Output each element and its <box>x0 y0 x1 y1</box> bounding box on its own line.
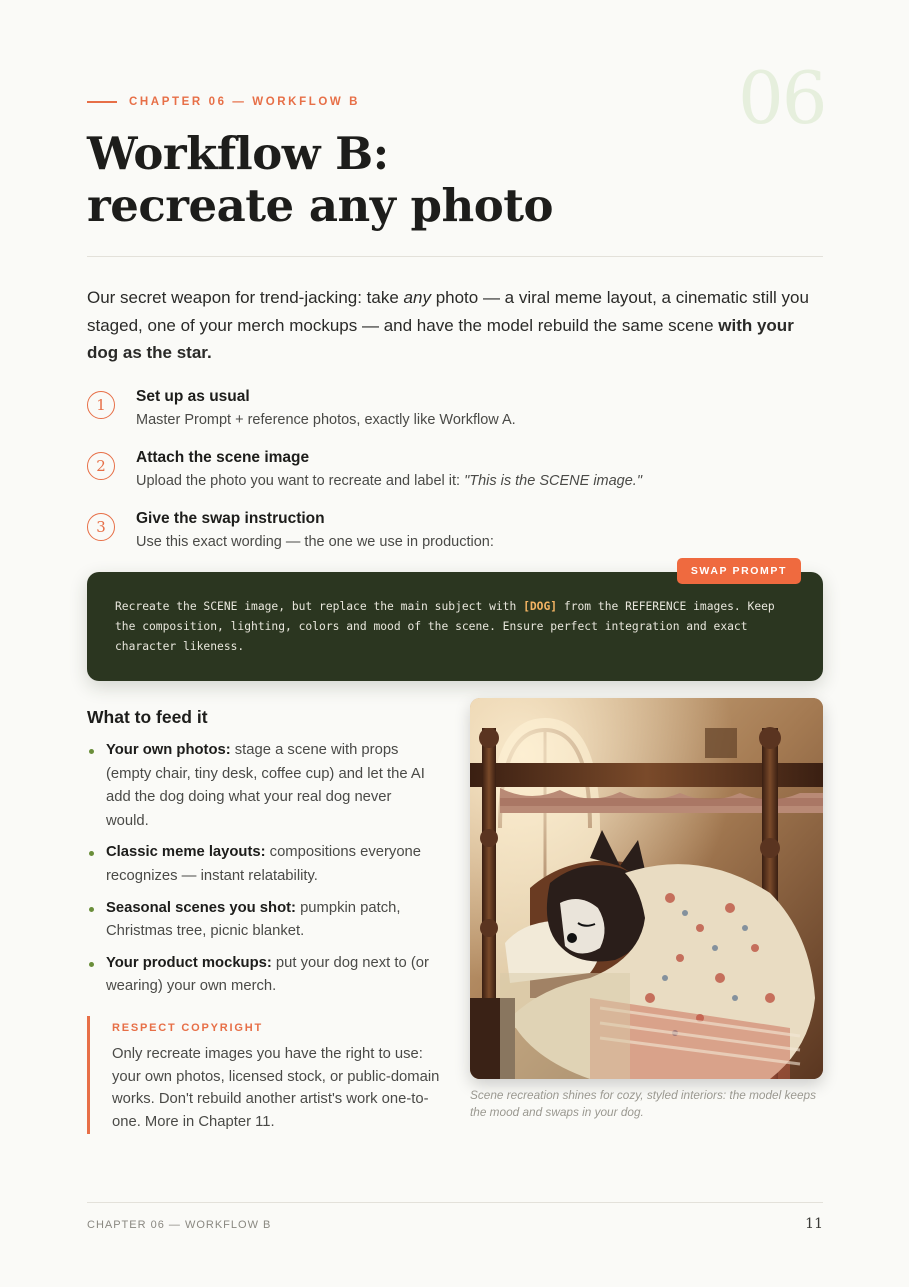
lead-emphasis: any <box>403 288 431 307</box>
item-text: pumpkin patch, Christmas tree, picnic blanket. <box>106 899 401 940</box>
item-label: Your product mockups: <box>106 954 272 971</box>
divider-bottom <box>87 1202 823 1203</box>
title-line-2: recreate any photo <box>87 179 554 232</box>
kicker-text: CHAPTER 06 — WORKFLOW B <box>129 96 361 108</box>
item-text: stage a scene with props (empty chair, tiny desk, coffee cup) and let the AI add the dog doing what your real dog never would. <box>106 742 425 829</box>
swap-prompt-text[interactable] <box>115 597 795 657</box>
prompt-before: Recreate the SCENE image, but replace the main subject with <box>115 600 524 613</box>
list-item <box>87 897 432 944</box>
figure-caption: Scene recreation shines for cozy, styled interiors: the model keeps the mood and swaps in your dog. <box>470 1088 816 1119</box>
swap-prompt-tag: SWAP PROMPT <box>677 558 801 584</box>
list-item <box>87 739 432 833</box>
callout-text: Only recreate images you have the right to use: your own photos, licensed stock, or public-domain works. Don't rebuild another artist's work one-to-one. More in Chapter 11. <box>112 1046 440 1130</box>
item-label: Classic meme layouts: <box>106 844 266 861</box>
step-1 <box>87 388 823 449</box>
lead-paragraph <box>87 284 823 367</box>
scene-photo <box>470 698 823 1079</box>
bullet-icon <box>89 851 94 856</box>
page-number: 11 <box>805 1216 823 1232</box>
item-label: Your own photos: <box>106 742 231 758</box>
chapter-kicker <box>87 96 360 108</box>
steps-list <box>87 388 823 571</box>
swap-prompt-box <box>87 565 823 681</box>
step-description-text: Upload the photo you want to recreate and label it: <box>136 473 465 489</box>
step-title: Attach the scene image <box>136 449 310 466</box>
item-text: compositions everyone recognizes — instant relatability. <box>106 844 422 884</box>
step-number-circle: 2 <box>87 452 115 480</box>
bullet-icon <box>89 962 94 967</box>
bullet-icon <box>89 749 94 754</box>
list-item <box>87 841 432 888</box>
feed-list <box>87 739 432 1007</box>
footer-chapter: CHAPTER 06 — WORKFLOW B <box>87 1219 272 1231</box>
step-title: Give the swap instruction <box>136 510 325 527</box>
list-item <box>87 952 432 999</box>
step-description: Use this exact wording — the one we use in production: <box>136 534 494 550</box>
feed-section-title: What to feed it <box>87 707 208 727</box>
prompt-after: from the REFERENCE images. Keep the composition, lighting, colors and mood of the scene. Ensure perfect integration and exact character likeness. <box>115 600 775 653</box>
lead-part-2: photo — a viral meme layout, a cinematic still you staged, one of your merch mockups — and have the model rebuild the same scene <box>87 288 809 335</box>
copyright-callout <box>87 1016 440 1134</box>
lead-part-1: Our secret weapon for trend-jacking: take <box>87 288 404 307</box>
item-text: put your dog next to (or wearing) your own merch. <box>106 954 429 995</box>
step-2 <box>87 449 823 510</box>
kicker-line <box>87 101 117 103</box>
page-title <box>87 128 727 232</box>
step-description <box>136 473 642 489</box>
prompt-placeholder: [DOG] <box>523 600 558 613</box>
step-number-circle: 1 <box>87 391 115 419</box>
lead-strong: with your dog as the star. <box>87 315 794 362</box>
bullet-icon <box>89 907 94 912</box>
callout-title: RESPECT COPYRIGHT <box>112 1022 264 1034</box>
chapter-number-watermark: 06 <box>738 56 826 140</box>
step-description: Master Prompt + reference photos, exactly like Workflow A. <box>136 412 516 428</box>
item-label: Seasonal scenes you shot: <box>106 899 296 916</box>
step-title: Set up as usual <box>136 388 250 405</box>
title-line-1: Workflow B: <box>87 127 389 180</box>
divider-top <box>87 256 823 257</box>
step-number-circle: 3 <box>87 513 115 541</box>
step-description-quote: "This is the SCENE image." <box>464 473 642 489</box>
dog-in-bed-illustration <box>470 698 823 1079</box>
